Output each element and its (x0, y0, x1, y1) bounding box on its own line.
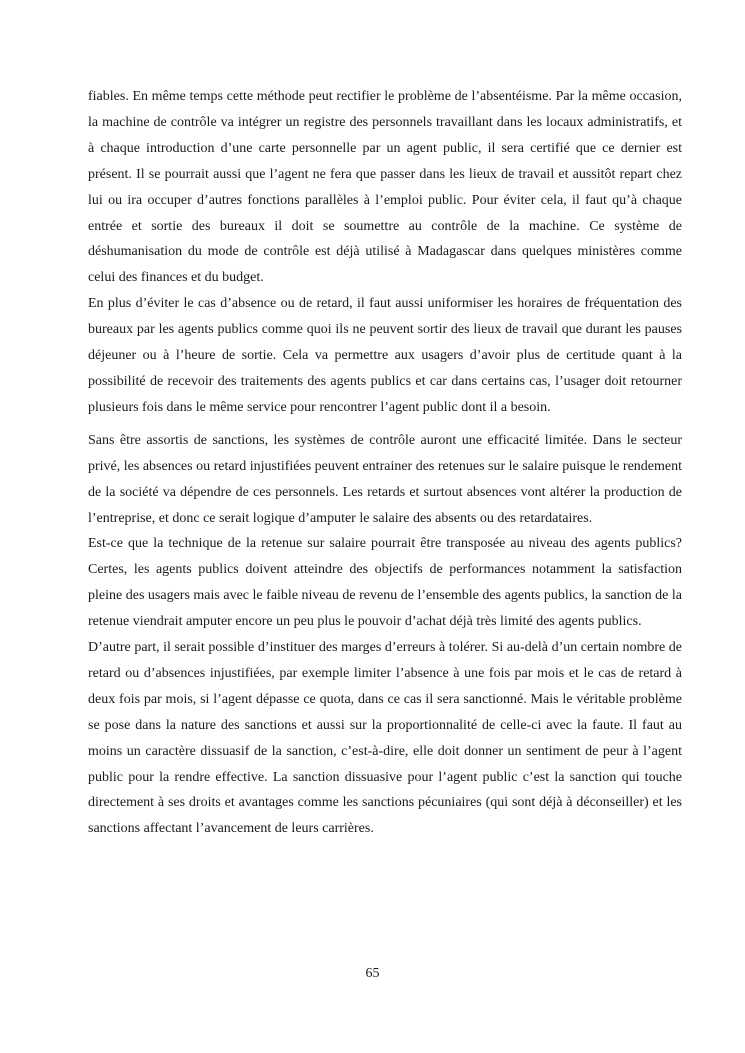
paragraph-office-hours: En plus d’éviter le cas d’absence ou de retard, il faut aussi uniformiser les horaires de fréquentation des bureaux par les agents publics comme quoi ils ne peuvent sortir des lieux de travail que durant les pauses déjeuner ou à l’heure de sortie. Cela va permettre aux usagers d’avoir plus de certitude quant à la possibilité de recevoir des traitements des agents publics et car dans certains cas, l’usager doit retourner plusieurs fois dans le même service pour rencontrer l’agent public dont il a besoin. (88, 296, 682, 415)
paragraph-sanctions: Sans être assortis de sanctions, les systèmes de contrôle auront une efficacité limitée. Dans le secteur privé, les absences ou retard injustifiées peuvent entrainer des retenues sur le salaire puisque le rendement de la société va dépendre de ces personnels. Les retards et surtout absences vont altérer la production de l’entreprise, et donc ce serait logique d’amputer le salaire des absents ou des retardataires. (88, 432, 682, 526)
page-number: 65 (365, 966, 380, 981)
paragraph-error-margins: D’autre part, il serait possible d’instituer des marges d’erreurs à tolérer. Si au-delà d’un certain nombre de retard ou d’absences injustifiées, par exemple limiter l’absence à une fois par mois et le cas de retard à deux fois par mois, si l’agent dépasse ce quota, dans ce cas il sera sanctionné. Mais le véritable problème se pose dans la nature des sanctions et aussi sur la proportionnalité de celle-ci avec la faute. Il faut au moins un caractère dissuasif de la sanction, c’est-à-dire, elle doit donner un sentiment de peur à l’agent public pour la rendre effective. La sanction dissuasive pour l’agent public c’est la sanction qui touche directement à ses droits et avantages comme les sanctions pécuniaires (qui sont déjà à déconseiller) et les sanctions affectant l’avancement de leurs carrières. (88, 640, 682, 837)
paragraph-salary-deduction: Est-ce que la technique de la retenue sur salaire pourrait être transposée au niveau des agents publics? Certes, les agents publics doivent atteindre des objectifs de performances notamment la satisfaction pleine des usagers mais avec le faible niveau de revenu de l’ensemble des agents publics, la sanction de la retenue viendrait amputer encore un peu plus le pouvoir d’achat déjà très limité des agents publics. (88, 536, 682, 630)
body-text (88, 84, 682, 842)
paragraph-attendance-machine: fiables. En même temps cette méthode peut rectifier le problème de l’absentéisme. Par la même occasion, la machine de contrôle va intégrer un registre des personnels travaillant dans les locaux administratifs, et à chaque introduction d’une carte personnelle par un agent public, il sera certifié que ce dernier est présent. Il se pourrait aussi que l’agent ne fera que passer dans les lieux de travail et aussitôt repart chez lui ou ira occuper d’autres fonctions parallèles à l’emploi public. Pour éviter cela, il faut qu’à chaque entrée et sortie des bureaux il doit se soumettre au contrôle de la machine. Ce système de déshumanisation du mode de contrôle est déjà utilisé à Madagascar dans quelques ministères comme celui des finances et du budget. (88, 89, 682, 286)
